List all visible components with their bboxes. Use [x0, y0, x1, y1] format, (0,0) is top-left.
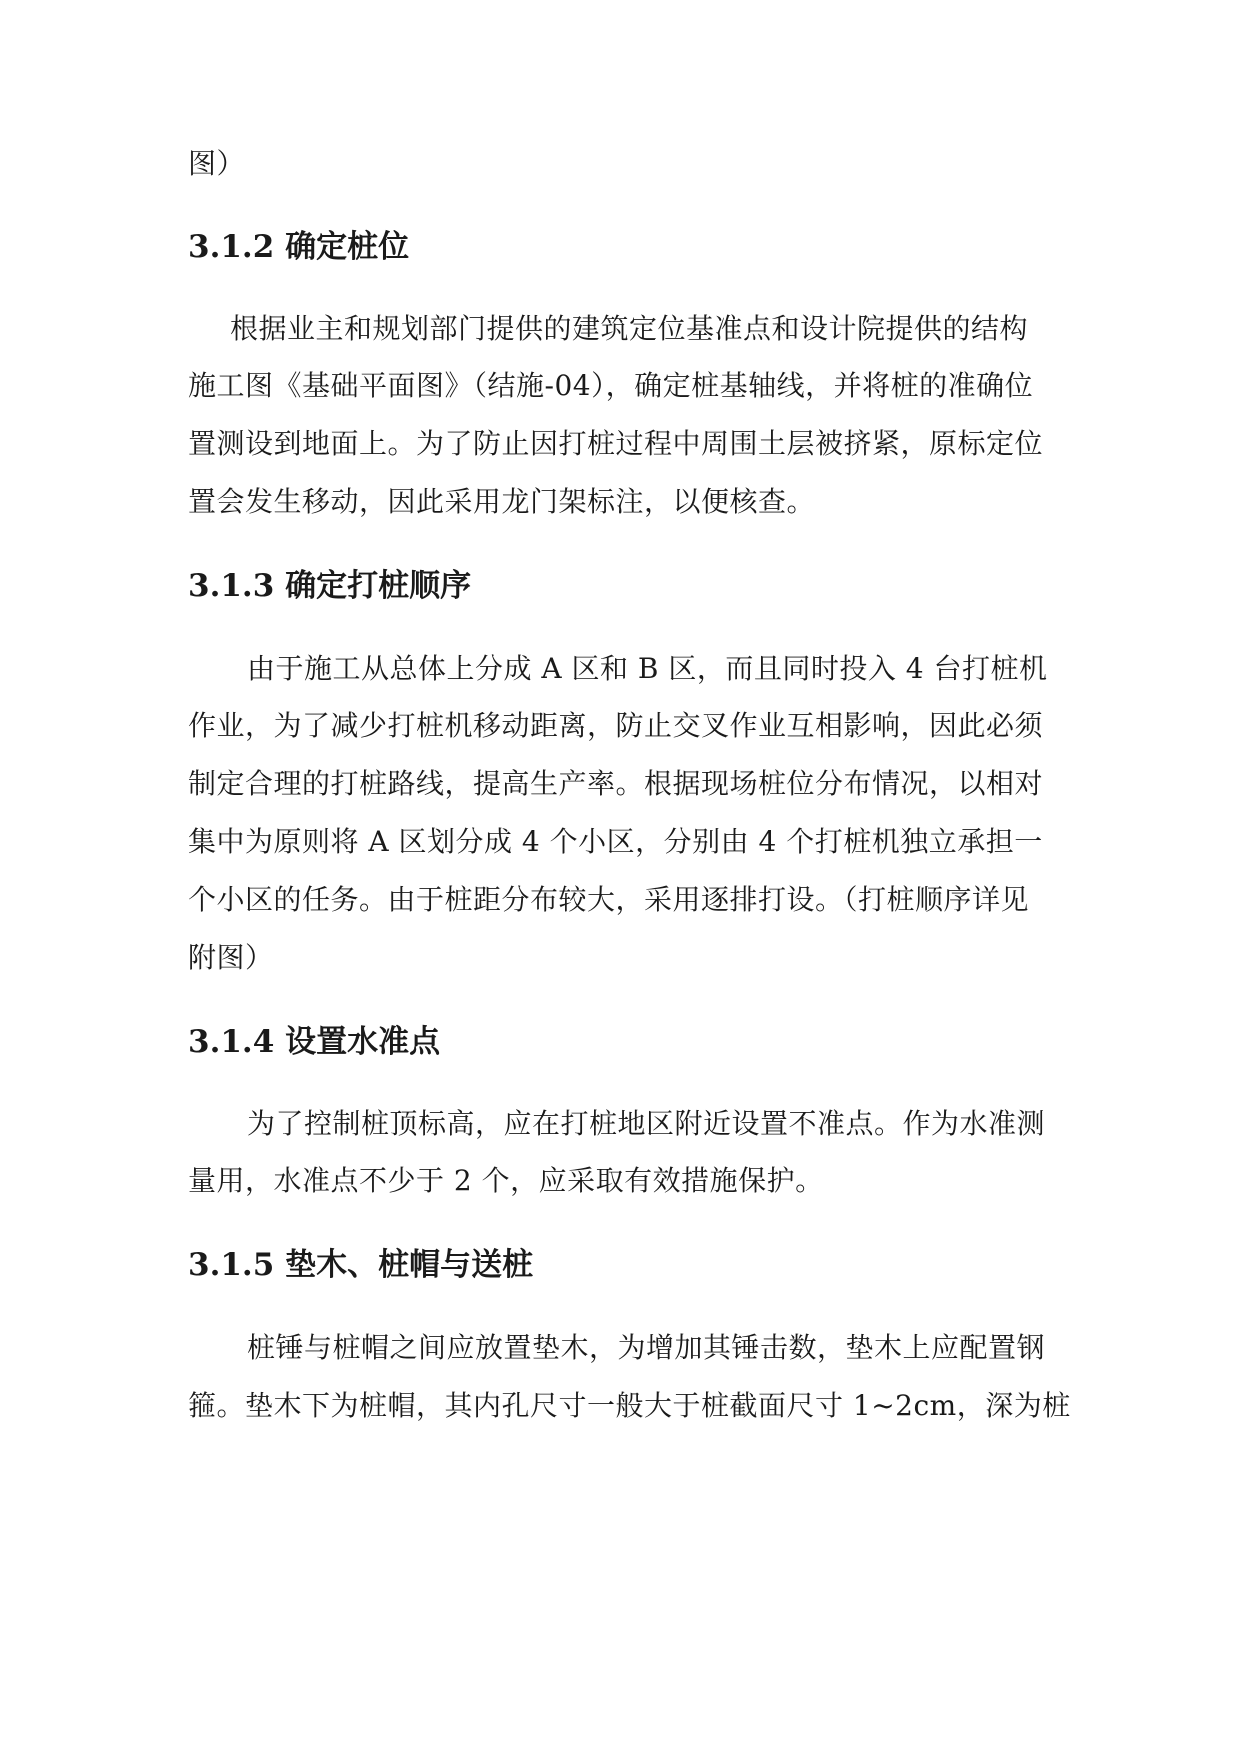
paragraph-line: 集中为原则将 A 区划分成 4 个小区，分别由 4 个打桩机独立承担一	[188, 825, 1043, 858]
paragraph-line: 为了控制桩顶标高，应在打桩地区附近设置不准点。作为水准测	[247, 1107, 1046, 1140]
section-heading-3-1-4: 3.1.4 设置水准点	[188, 1024, 441, 1060]
paragraph-line: 制定合理的打桩路线，提高生产率。根据现场桩位分布情况，以相对	[188, 767, 1044, 800]
paragraph-line: 置会发生移动，因此采用龙门架标注，以便核查。	[188, 485, 816, 518]
continuation-text: 图）	[188, 147, 246, 180]
paragraph-line: 根据业主和规划部门提供的建筑定位基准点和设计院提供的结构	[230, 312, 1029, 345]
paragraph-line: 桩锤与桩帽之间应放置垫木，为增加其锤击数，垫木上应配置钢	[247, 1331, 1046, 1364]
paragraph-line: 个小区的任务。由于桩距分布较大，采用逐排打设。（打桩顺序详见	[188, 883, 1030, 916]
paragraph-line: 附图）	[188, 941, 274, 974]
section-heading-3-1-2: 3.1.2 确定桩位	[188, 229, 410, 265]
paragraph-line: 作业，为了减少打桩机移动距离，防止交叉作业互相影响，因此必须	[188, 709, 1044, 742]
paragraph-line: 置测设到地面上。为了防止因打桩过程中周围土层被挤紧，原标定位	[188, 427, 1044, 460]
paragraph-line: 由于施工从总体上分成 A 区和 B 区，而且同时投入 4 台打桩机	[247, 652, 1048, 685]
section-heading-3-1-5: 3.1.5 垫木、桩帽与送桩	[188, 1247, 534, 1283]
paragraph-line: 箍。垫木下为桩帽，其内孔尺寸一般大于桩截面尺寸 1~2cm，深为桩	[188, 1389, 1071, 1422]
paragraph-line: 量用，水准点不少于 2 个，应采取有效措施保护。	[188, 1164, 824, 1197]
paragraph-line: 施工图《基础平面图》（结施-04），确定桩基轴线，并将桩的准确位	[188, 369, 1034, 402]
section-heading-3-1-3: 3.1.3 确定打桩顺序	[188, 568, 472, 604]
